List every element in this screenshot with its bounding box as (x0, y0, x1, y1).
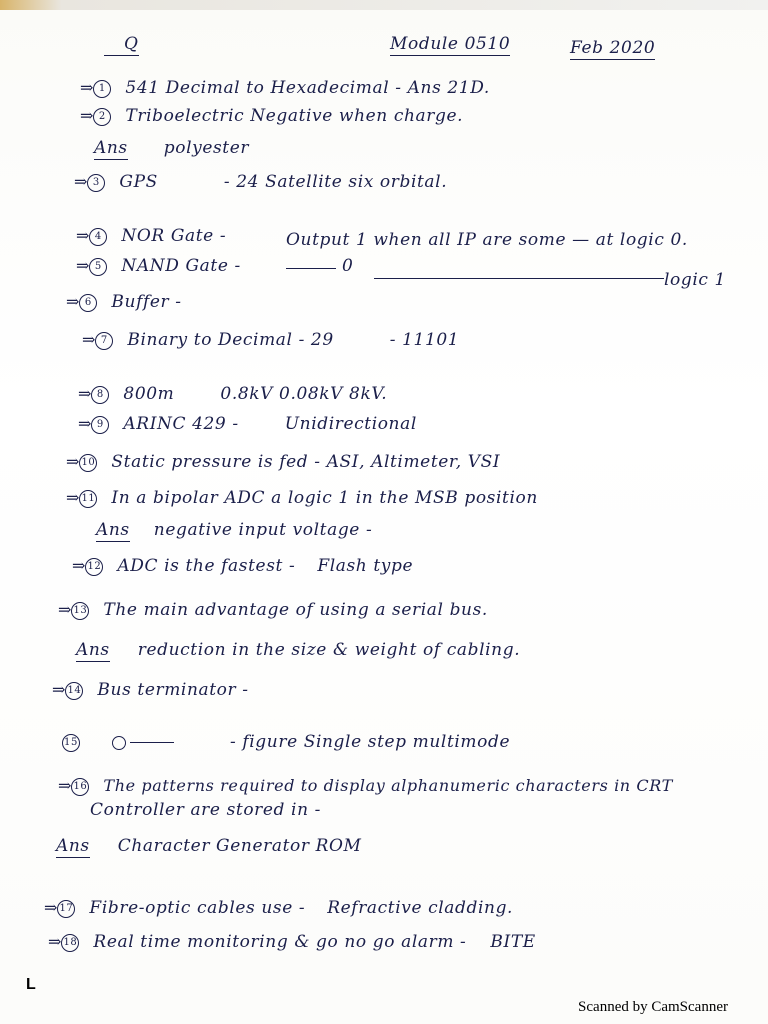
note-18-text: Real time monitoring & go no go alarm - (93, 932, 467, 952)
note-12-text: ADC is the fastest - (117, 556, 296, 576)
module-title: Module 0510 (390, 34, 511, 54)
number-badge: 8 (91, 386, 109, 404)
number-badge: 7 (95, 332, 113, 350)
note-11-text: In a bipolar ADC a logic 1 in the MSB position (111, 488, 538, 508)
note-8: ⇒ 8 800m 0.8kV 0.08kV 8kV. (78, 384, 388, 404)
note-5-mid: 0 (342, 256, 354, 276)
note-4-text: NOR Gate - (121, 226, 227, 246)
note-13: ⇒ 13 The main advantage of using a serial bus. (58, 600, 488, 620)
note-6-text: Buffer - (111, 292, 182, 312)
number-badge: 9 (91, 416, 109, 434)
note-16-answer (56, 836, 362, 856)
answer-label: Ans (56, 836, 90, 856)
note-2-text: Triboelectric Negative when charge. (125, 106, 464, 126)
note-14: ⇒ 14 Bus terminator - (52, 680, 249, 700)
note-16: ⇒ 16 The patterns required to display alphanumeric characters in CRT (58, 776, 673, 795)
note-4: ⇒ 4 NOR Gate - (76, 226, 227, 246)
corner-mark: L (26, 976, 36, 993)
note-9-text: ARINC 429 - (123, 414, 239, 434)
note-9: ⇒ 9 ARINC 429 - Unidirectional (78, 414, 417, 434)
note-11-answer-text: negative input voltage - (153, 520, 373, 540)
note-7-rest: - 11101 (389, 330, 460, 350)
question-q: Q (104, 34, 139, 56)
number-badge: 2 (93, 108, 111, 126)
note-2-answer-text: polyester (163, 138, 250, 158)
note-2: ⇒ 2 Triboelectric Negative when charge. (80, 106, 464, 126)
number-badge: 18 (61, 934, 79, 952)
note-1-text: 541 Decimal to Hexadecimal - Ans 21D. (125, 78, 490, 98)
note-8-rest: 0.8kV 0.08kV 8kV. (220, 384, 388, 404)
note-5-text: NAND Gate - (121, 256, 241, 276)
dash-line-long (374, 278, 664, 279)
question-label (104, 34, 139, 54)
answer-label: Ans (76, 640, 110, 660)
number-badge: 12 (85, 558, 103, 576)
answer-label: Ans (94, 138, 128, 158)
note-13-answer-text: reduction in the size & weight of cabling. (137, 640, 521, 660)
number-badge: 4 (89, 228, 107, 246)
number-badge: 6 (79, 294, 97, 312)
dash-line (286, 268, 336, 269)
note-12: ⇒ 12 ADC is the fastest - Flash type (72, 556, 414, 576)
number-badge: 5 (89, 258, 107, 276)
note-13-text: The main advantage of using a serial bus. (103, 600, 488, 620)
scan-edge (0, 0, 768, 10)
note-3-text: GPS (119, 172, 158, 192)
note-2-answer (94, 138, 249, 158)
date-label: Feb 2020 (570, 38, 656, 58)
number-badge: 3 (87, 174, 105, 192)
note-4-rest: Output 1 when all IP are some — at logic 0. (286, 230, 688, 250)
number-badge: 16 (71, 778, 89, 796)
note-11: ⇒ 11 In a bipolar ADC a logic 1 in the MSB position (66, 488, 538, 508)
number-badge: 17 (57, 900, 75, 918)
note-5: ⇒ 5 NAND Gate - (76, 256, 241, 276)
note-10-text: Static pressure is fed - ASI, Altimeter, VSI (111, 452, 501, 472)
number-badge: 1 (93, 80, 111, 98)
note-17: ⇒ 17 Fibre-optic cables use - Refractive cladding. (44, 898, 514, 918)
note-5-end: logic 1 (664, 270, 726, 290)
note-17-text: Fibre-optic cables use - (89, 898, 306, 918)
number-badge: 14 (65, 682, 83, 700)
note-9-rest: Unidirectional (284, 414, 417, 434)
note-16-answer-text: Character Generator ROM (117, 836, 362, 856)
number-badge: 13 (71, 602, 89, 620)
note-8-text: 800m (123, 384, 175, 404)
answer-label: Ans (96, 520, 130, 540)
number-badge: 10 (79, 454, 97, 472)
note-3-rest: - 24 Satellite six orbital. (223, 172, 448, 192)
note-15-rest: - figure Single step multimode (230, 732, 511, 752)
note-16-b: Controller are stored in - (90, 800, 321, 820)
note-7-text: Binary to Decimal - 29 (127, 330, 334, 350)
note-3: ⇒ 3 GPS - 24 Satellite six orbital. (74, 172, 448, 192)
note-13-answer (76, 640, 520, 660)
note-17-rest: Refractive cladding. (327, 898, 514, 918)
note-12-rest: Flash type (317, 556, 414, 576)
fiber-symbol-icon (112, 732, 174, 752)
note-18: ⇒ 18 Real time monitoring & go no go alarm - BITE (48, 932, 536, 952)
note-11-answer (96, 520, 372, 540)
note-6: ⇒ 6 Buffer - (66, 292, 182, 312)
number-badge: 15 (62, 734, 80, 752)
note-1: ⇒ 1 541 Decimal to Hexadecimal - Ans 21D. (80, 78, 490, 98)
note-7: ⇒ 7 Binary to Decimal - 29 - 11101 (82, 330, 460, 350)
number-badge: 11 (79, 490, 97, 508)
note-10: ⇒ 10 Static pressure is fed - ASI, Altimeter, VSI (66, 452, 501, 472)
note-18-rest: BITE (490, 932, 536, 952)
note-15 (62, 732, 510, 752)
note-16-text: The patterns required to display alphanumeric characters in CRT (103, 776, 673, 795)
scanner-watermark: Scanned by CamScanner (578, 999, 728, 1015)
note-14-text: Bus terminator - (97, 680, 249, 700)
